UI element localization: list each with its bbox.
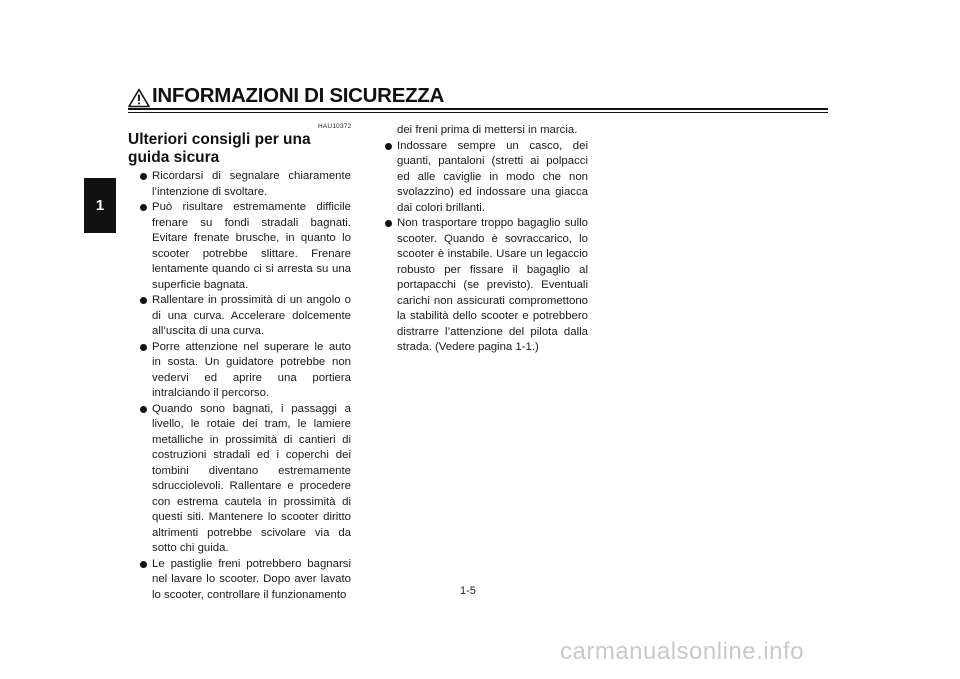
page-header	[128, 86, 828, 110]
left-column	[130, 169, 351, 603]
bullet-item: Può risultare estremamente difficile frenare su fondi stradali bagnati. Evitare frenate brusche, in quanto lo scooter potrebbe slittare. Frenare lentamente quando ci si arresta su una superficie bagnata.	[130, 200, 351, 293]
bullet-item: Quando sono bagnati, i passaggi a livello, le rotaie dei tram, le lamiere metalliche in prossimità di cantieri di costruzioni stradali ed i coperchi dei tombini diventano estremamente sdrucciolevoli. Rallentare e procedere con estrema cautela in prossimità di questi siti. Mantenere lo scooter diritto altrimenti potrebbe scivolare via da sotto chi guida.	[130, 402, 351, 557]
bullet-item: Rallentare in prossimità di un angolo o di una curva. Accelerare dolcemente all’uscita di una curva.	[130, 293, 351, 340]
bullet-item: Indossare sempre un casco, dei guanti, pantaloni (stretti ai polpacci ed alle caviglie in modo che non svolazzino) ed indossare una giacca dai colori brillanti.	[375, 139, 588, 217]
section-code: HAU10372	[318, 123, 352, 130]
chapter-tab: 1	[84, 178, 116, 233]
header-rule-thin	[128, 112, 828, 113]
bullet-item: Ricordarsi di segnalare chiaramente l’intenzione di svoltare.	[130, 169, 351, 200]
page-number: 1-5	[460, 585, 476, 597]
bullet-item: Le pastiglie freni potrebbero bagnarsi nel lavare lo scooter. Dopo aver lavato lo scooter, controllare il funzionamento	[130, 557, 351, 604]
header-rule	[128, 108, 828, 110]
section-title: Ulteriori consigli per una guida sicura	[128, 131, 311, 166]
continued-text: dei freni prima di mettersi in marcia.	[397, 124, 578, 136]
right-column	[375, 123, 588, 356]
bullet-item: Porre attenzione nel superare le auto in sosta. Un guidatore potrebbe non vedervi ed aprire una portiera intralciando il percorso.	[130, 340, 351, 402]
page-header-title: INFORMAZIONI DI SICUREZZA	[152, 84, 445, 107]
bullet-item: Non trasportare troppo bagaglio sullo scooter. Quando è sovraccarico, lo scooter è instabile. Usare un legaccio robusto per fissare il bagaglio al portapacchi (se previsto). Eventuali carichi non assicurati compromettono la stabilità dello scooter e potrebbero distrarre l’attenzione del pilota dalla strada. (Vedere pagina 1-1.)	[375, 216, 588, 356]
warning-triangle-icon	[128, 88, 150, 108]
watermark: carmanualsonline.info	[560, 638, 804, 665]
